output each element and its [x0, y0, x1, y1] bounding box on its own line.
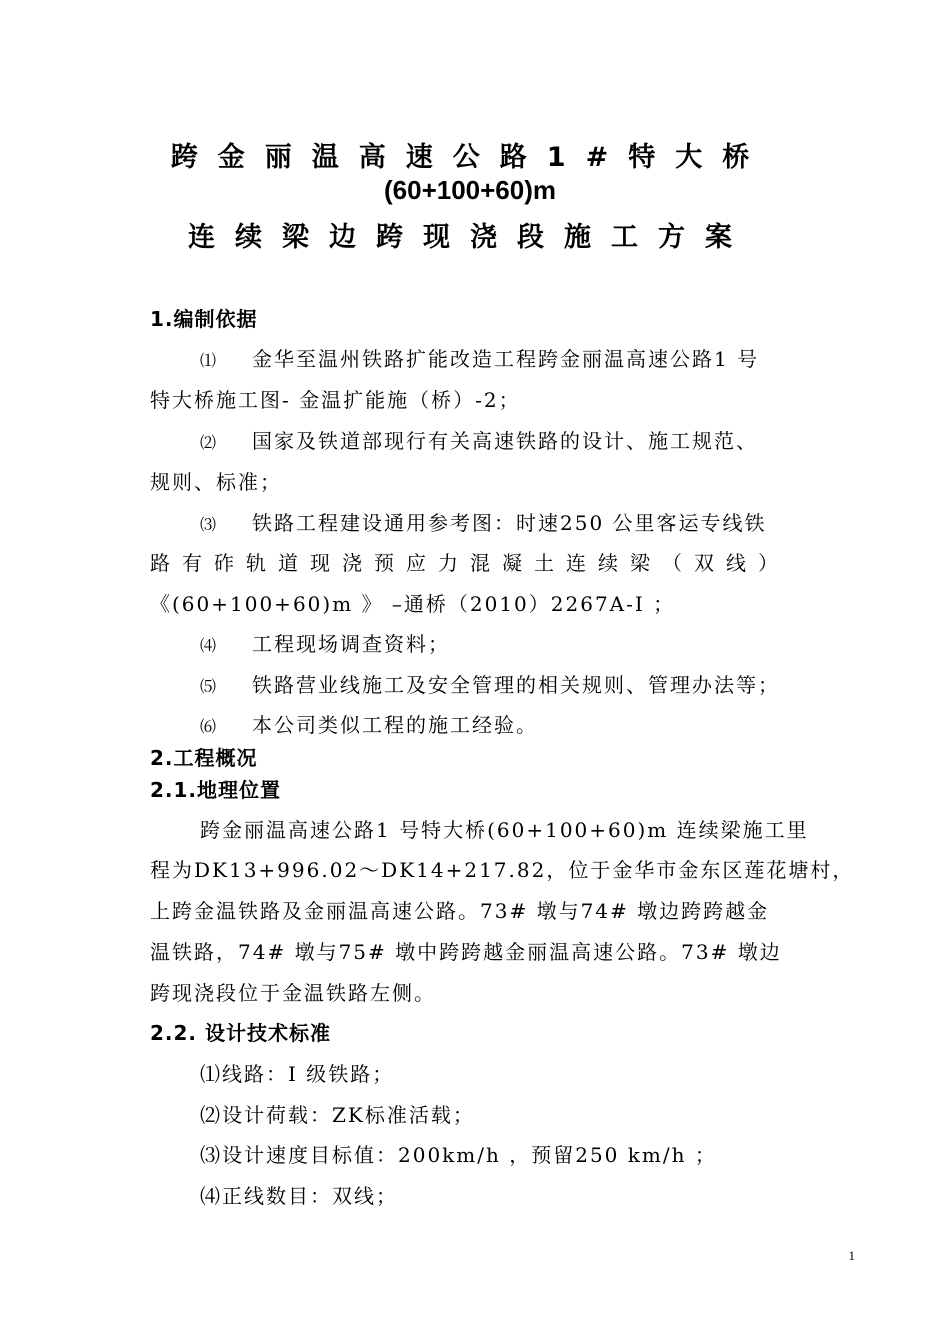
basis-num: ⑴	[200, 351, 217, 370]
basis-item-3-cont2: 《(60+100+60)m 》 –通桥（2010）2267A-Ⅰ ；	[150, 592, 676, 616]
basis-text: 本公司类似工程的施工经验。	[252, 713, 538, 737]
location-line-2: 程为DK13+996.02～DK14+217.82，位于金华市金东区莲花塘村，	[150, 858, 855, 882]
location-line-1: 跨金丽温高速公路1 号特大桥(60+100+60)m 连续梁施工里	[200, 818, 809, 842]
basis-text: 工程现场调查资料；	[252, 632, 450, 656]
basis-item-3-cont: 路有砟轨道现浇预应力混凝土连续梁（双线）	[150, 551, 790, 575]
standard-item-1: ⑴线路：Ⅰ 级铁路；	[200, 1062, 395, 1086]
section-2-1-heading: 2.1.地理位置	[150, 778, 282, 802]
basis-num: ⑶	[200, 515, 217, 534]
basis-num: ⑹	[200, 717, 217, 736]
section-2-2-heading: 2.2. 设计技术标准	[150, 1021, 331, 1045]
basis-num: ⑷	[200, 636, 217, 655]
basis-item-1	[200, 343, 905, 372]
basis-item-2-cont: 规则、标准；	[150, 470, 282, 494]
basis-text: 国家及铁道部现行有关高速铁路的设计、施工规范、	[252, 429, 758, 453]
basis-item-1-cont: 特大桥施工图- 金温扩能施（桥）-2；	[150, 388, 521, 412]
location-line-5: 跨现浇段位于金温铁路左侧。	[150, 981, 436, 1005]
title-line-1: 跨金丽温高速公路1#特大桥	[170, 142, 770, 173]
location-line-3: 上跨金温铁路及金丽温高速公路。73# 墩与74# 墩边跨跨越金	[150, 899, 770, 923]
basis-item-2	[200, 425, 905, 454]
section-1-heading: 1.编制依据	[150, 307, 258, 331]
standard-item-4: ⑷正线数目：双线；	[200, 1184, 398, 1208]
basis-item-5	[200, 669, 905, 698]
standard-item-3: ⑶设计速度目标值：200km/h ，预留250 km/h ；	[200, 1143, 717, 1167]
title-line-3: 连续梁边跨现浇段施工方案	[188, 222, 752, 253]
standard-item-2: ⑵设计荷载：ZK标准活载；	[200, 1103, 475, 1127]
page-number: 1	[848, 1248, 855, 1263]
location-line-4: 温铁路，74# 墩与75# 墩中跨跨越金丽温高速公路。73# 墩边	[150, 940, 782, 964]
basis-item-4	[200, 628, 905, 657]
title-line-2: (60+100+60)m	[383, 175, 557, 205]
basis-text: 金华至温州铁路扩能改造工程跨金丽温高速公路1 号	[252, 347, 760, 371]
basis-num: ⑵	[200, 433, 217, 452]
basis-num: ⑸	[200, 677, 217, 696]
basis-text: 铁路工程建设通用参考图：时速250 公里客运专线铁	[252, 511, 767, 535]
basis-item-6	[200, 709, 905, 738]
basis-text: 铁路营业线施工及安全管理的相关规则、管理办法等；	[252, 673, 780, 697]
basis-item-3	[200, 507, 905, 536]
section-2-heading: 2.工程概况	[150, 746, 258, 770]
